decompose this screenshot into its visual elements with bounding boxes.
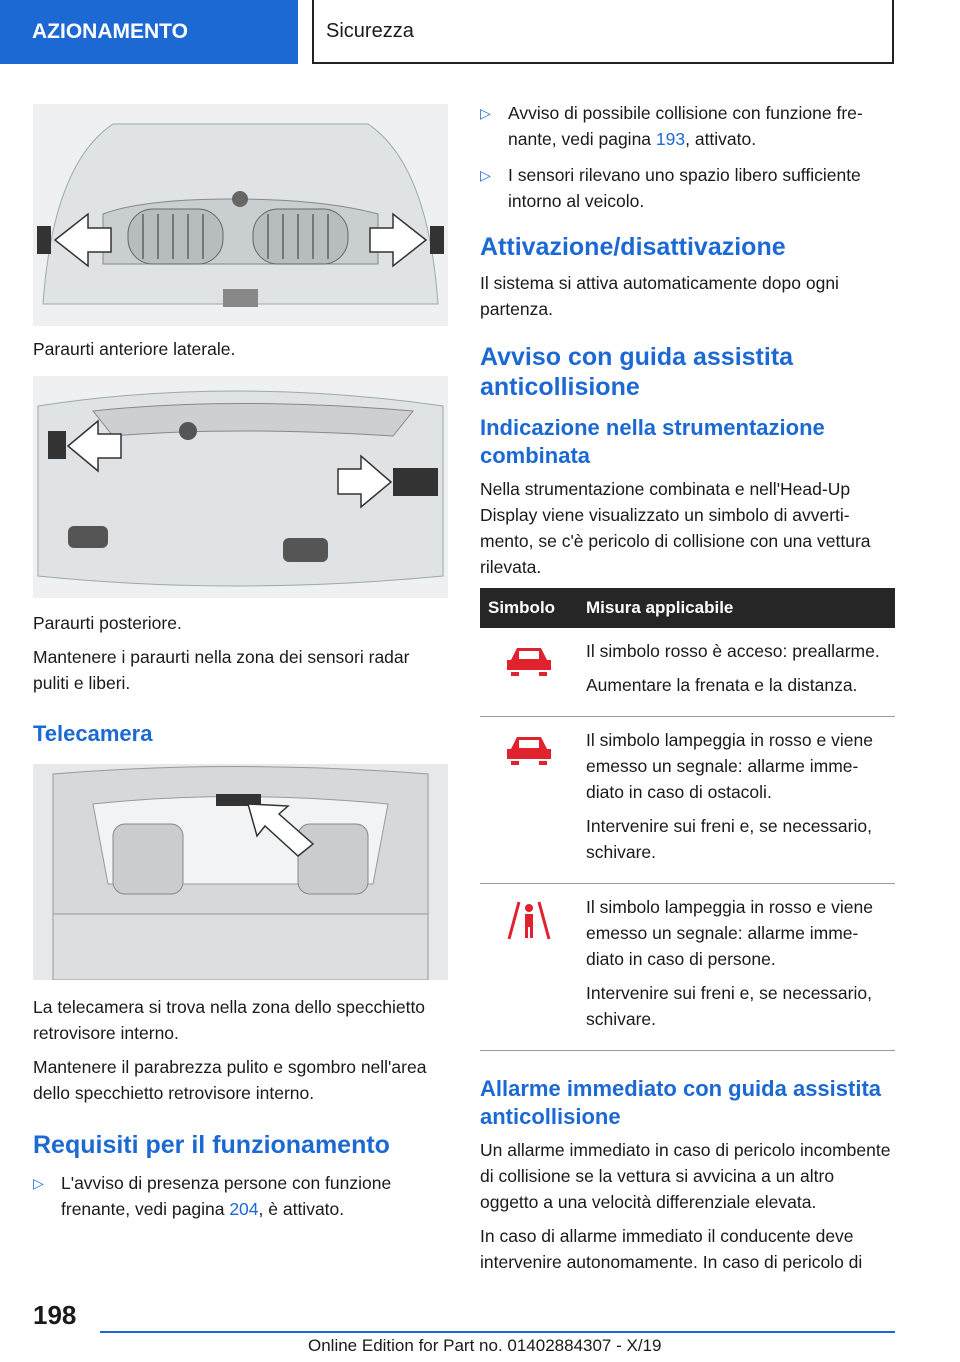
triangle-bullet-icon: ▷ [480,167,491,183]
footer-divider [100,1331,895,1333]
table-row [480,628,895,717]
rear-bumper-caption: Paraurti posteriore. [33,613,182,633]
front-bumper-caption: Paraurti anteriore laterale. [33,339,236,359]
activation-text: Il sistema si attiva automaticamente dopo ogni partenza. [480,273,839,319]
camera-maintenance-text: Mantenere il parabrezza pulito e sgombro nell'area dello specchietto retrovisore interno. [33,1057,427,1103]
warning-heading: Avviso con guida assistita anticollisione [480,343,794,401]
requirements-heading: Requisiti per il funzionamento [33,1131,390,1159]
table-cell-icon [480,884,578,1051]
list-item [480,100,895,152]
front-bumper-image [33,104,448,326]
bullet-text: Avviso di possibile collisione con funzione frenante, vedi pagina 193, attivato. [508,103,863,149]
symbol-table [480,588,895,1051]
car-warning-icon [499,638,559,678]
right-column [480,100,895,1283]
activation-heading: Attivazione/disattivazione [480,233,786,261]
car-warning-icon [499,727,559,767]
page-link[interactable]: 204 [229,1199,259,1219]
section-title: Sicurezza [312,0,894,64]
display-subheading: Indicazione nella strumentazione combinata [480,415,825,468]
list-item [33,1170,448,1222]
table-cell-measure: Il simbolo lampeggia in rosso e viene emesso un segnale: allarme immediato in caso di persone. Intervenire sui freni e, se necessario, schivare. [578,884,895,1051]
table-cell-icon [480,628,578,717]
triangle-bullet-icon: ▷ [480,105,491,121]
table-header-symbol: Simbolo [480,588,578,628]
table-cell-measure: Il simbolo lampeggia in rosso e viene emesso un segnale: allarme immediato in caso di ostacoli. Intervenire sui freni e, se necessario, schivare. [578,717,895,884]
chapter-tab: AZIONAMENTO [0,0,298,64]
table-cell-icon [480,717,578,884]
left-column [33,104,448,1232]
list-item [480,162,895,214]
camera-image [33,764,448,980]
radar-maintenance-text: Mantenere i paraurti nella zona dei sensori radar puliti e liberi. [33,647,410,693]
triangle-bullet-icon: ▷ [33,1175,44,1191]
bullet-text: L'avviso di presenza persone con funzione frenante, vedi pagina 204, è attivato. [61,1173,392,1219]
footer-edition: Online Edition for Part no. 01402884307 - X/19 [308,1336,662,1355]
table-cell-measure: Il simbolo rosso è acceso: preallarme. Aumentare la frenata e la distanza. [578,628,895,717]
immediate-warning-text: Un allarme immediato in caso di pericolo incombente di collisione se la vettura si avvicina a un altro oggetto a una velocità differenziale elevata. [480,1140,891,1212]
camera-location-text: La telecamera si trova nella zona dello specchietto retrovisore interno. [33,997,426,1043]
table-header-measure: Misura applicabile [578,588,895,628]
pedestrian-warning-icon [499,894,559,944]
table-row [480,884,895,1051]
immediate-warning-heading: Allarme immediato con guida assistita anticollisione [480,1076,882,1129]
immediate-warning-text-2: In caso di allarme immediato il conducente deve intervenire autonomamente. In caso di pericolo di [480,1226,863,1272]
table-row [480,717,895,884]
page-number: 198 [33,1300,77,1330]
page-link[interactable]: 193 [655,129,686,149]
camera-heading: Telecamera [33,721,153,746]
display-text: Nella strumentazione combinata e nell'Head-Up Display viene visualizzato un simbolo di avvertimento, se c'è pericolo di collisione con una vettura rilevata. [480,479,871,577]
bullet-text: I sensori rilevano uno spazio libero sufficiente intorno al veicolo. [508,165,861,211]
rear-bumper-image [33,376,448,598]
